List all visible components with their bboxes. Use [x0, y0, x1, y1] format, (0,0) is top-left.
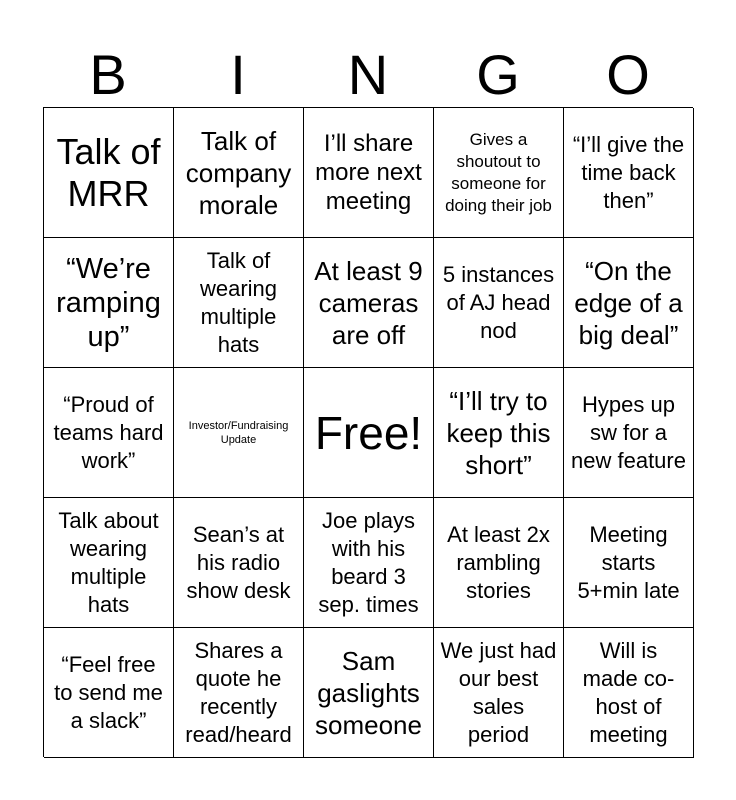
bingo-cell-r4c2[interactable] [174, 498, 304, 628]
cell-text: I’ll share more next meeting [315, 130, 422, 215]
bingo-cell-free[interactable] [304, 368, 434, 498]
bingo-cell-r5c2[interactable] [174, 628, 304, 758]
cell-text: Will is made co-host of meeting [582, 637, 675, 747]
cell-text: “We’re ramping up” [56, 252, 161, 353]
bingo-cell-r1c3[interactable] [304, 108, 434, 238]
cell-text: Sam gaslights someone [315, 645, 422, 740]
cell-text: “Feel free to send me a slack” [54, 651, 163, 733]
bingo-cell-r1c4[interactable] [434, 108, 564, 238]
cell-text: Joe plays with his beard 3 sep. times [318, 507, 419, 617]
bingo-cell-r5c5[interactable] [564, 628, 694, 758]
bingo-cell-r4c5[interactable] [564, 498, 694, 628]
header-letter-o: O [606, 43, 650, 106]
cell-text: At least 9 cameras are off [314, 255, 423, 350]
cell-text: Talk of MRR [56, 130, 161, 214]
cell-text: We just had our best sales period [440, 637, 557, 747]
bingo-cell-r5c3[interactable] [304, 628, 434, 758]
cell-text: Talk about wearing multiple hats [58, 507, 159, 617]
cell-text: “I’ll give the time back then” [572, 131, 685, 213]
bingo-cell-r1c2[interactable] [174, 108, 304, 238]
header-letter-n: N [347, 43, 389, 106]
cell-text: Investor/Fundraising Update [188, 419, 289, 446]
cell-text: Sean’s at his radio show desk [186, 521, 291, 603]
cell-text: “Proud of teams hard work” [53, 391, 164, 473]
cell-text: Meeting starts 5+min late [577, 521, 680, 603]
cell-text: Hypes up sw for a new feature [571, 391, 686, 473]
header-letter-b: B [89, 43, 127, 106]
bingo-header [43, 44, 693, 106]
bingo-cell-r5c4[interactable] [434, 628, 564, 758]
bingo-cell-r1c1[interactable] [44, 108, 174, 238]
bingo-cell-r2c4[interactable] [434, 238, 564, 368]
bingo-cell-r3c4[interactable] [434, 368, 564, 498]
bingo-cell-r2c5[interactable] [564, 238, 694, 368]
bingo-cell-r1c5[interactable] [564, 108, 694, 238]
cell-text: At least 2x rambling stories [447, 521, 550, 603]
bingo-cell-r2c2[interactable] [174, 238, 304, 368]
cell-text: “I’ll try to keep this short” [446, 385, 551, 480]
bingo-cell-r3c5[interactable] [564, 368, 694, 498]
bingo-cell-r3c1[interactable] [44, 368, 174, 498]
cell-text: Shares a quote he recently read/heard [185, 637, 292, 747]
bingo-cell-r5c1[interactable] [44, 628, 174, 758]
cell-text: “On the edge of a big deal” [574, 255, 683, 350]
cell-text: 5 instances of AJ head nod [442, 261, 555, 343]
cell-text: Free! [314, 406, 423, 459]
header-letter-g: G [476, 43, 520, 106]
bingo-cell-r4c4[interactable] [434, 498, 564, 628]
bingo-cell-r2c3[interactable] [304, 238, 434, 368]
bingo-cell-r4c1[interactable] [44, 498, 174, 628]
bingo-cell-r4c3[interactable] [304, 498, 434, 628]
bingo-cell-r2c1[interactable] [44, 238, 174, 368]
cell-text: Gives a shoutout to someone for doing their job [445, 129, 552, 215]
bingo-cell-r3c2[interactable] [174, 368, 304, 498]
cell-text: Talk of wearing multiple hats [199, 247, 278, 357]
cell-text: Talk of company morale [185, 125, 292, 220]
bingo-board [43, 107, 693, 757]
header-letter-i: I [230, 43, 246, 106]
